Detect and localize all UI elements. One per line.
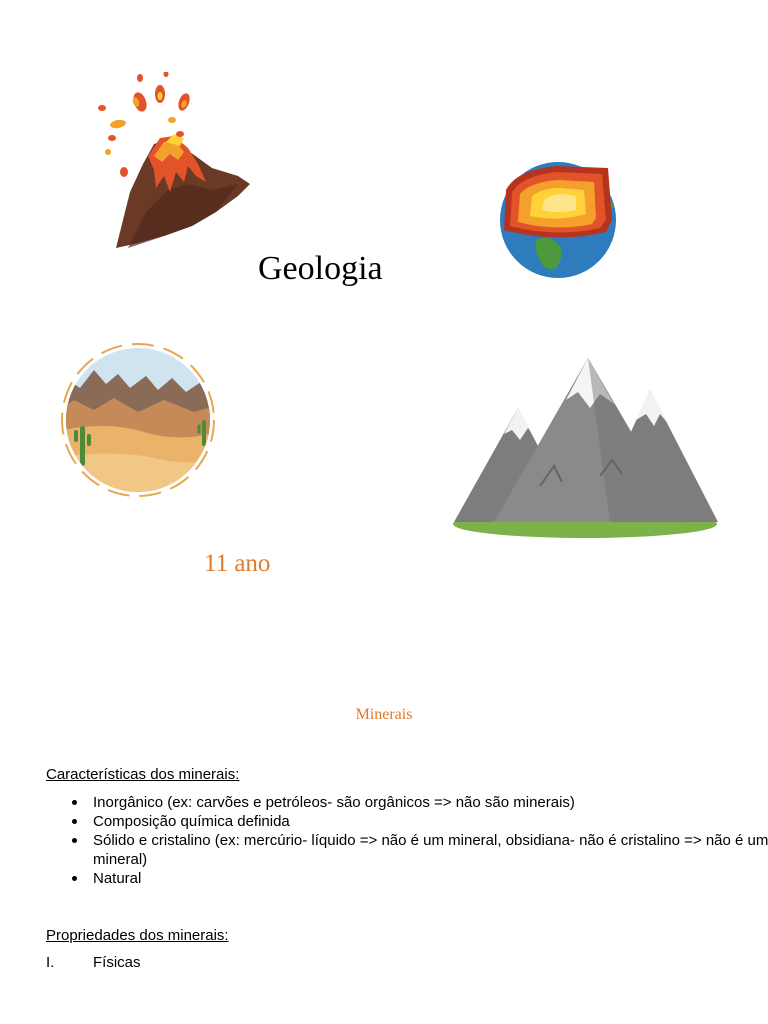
properties-heading: Propriedades dos minerais: [46,927,229,944]
earth-layers-illustration [496,160,622,280]
list-item: Composição química definida [93,812,768,831]
roman-numeral: I. [46,954,55,971]
list-item: Sólido e cristalino (ex: mercúrio- líquido => não é um mineral, obsidiana- não é cristalino => não é um mineral) [93,831,768,869]
list-item: Natural [93,869,768,888]
characteristics-heading: Características dos minerais: [46,766,240,783]
characteristics-list [46,793,768,888]
desert-illustration [54,340,222,500]
volcano-illustration [88,72,254,252]
section-title: Minerais [355,706,413,723]
list-item: Inorgânico (ex: carvões e petróleos- são orgânicos => não são minerais) [93,793,768,812]
mountains-illustration [450,356,720,542]
properties-item [46,954,346,974]
document-title: Geologia [258,250,383,287]
grade-label: 11 ano [204,550,271,577]
properties-item-label: Físicas [93,954,141,971]
